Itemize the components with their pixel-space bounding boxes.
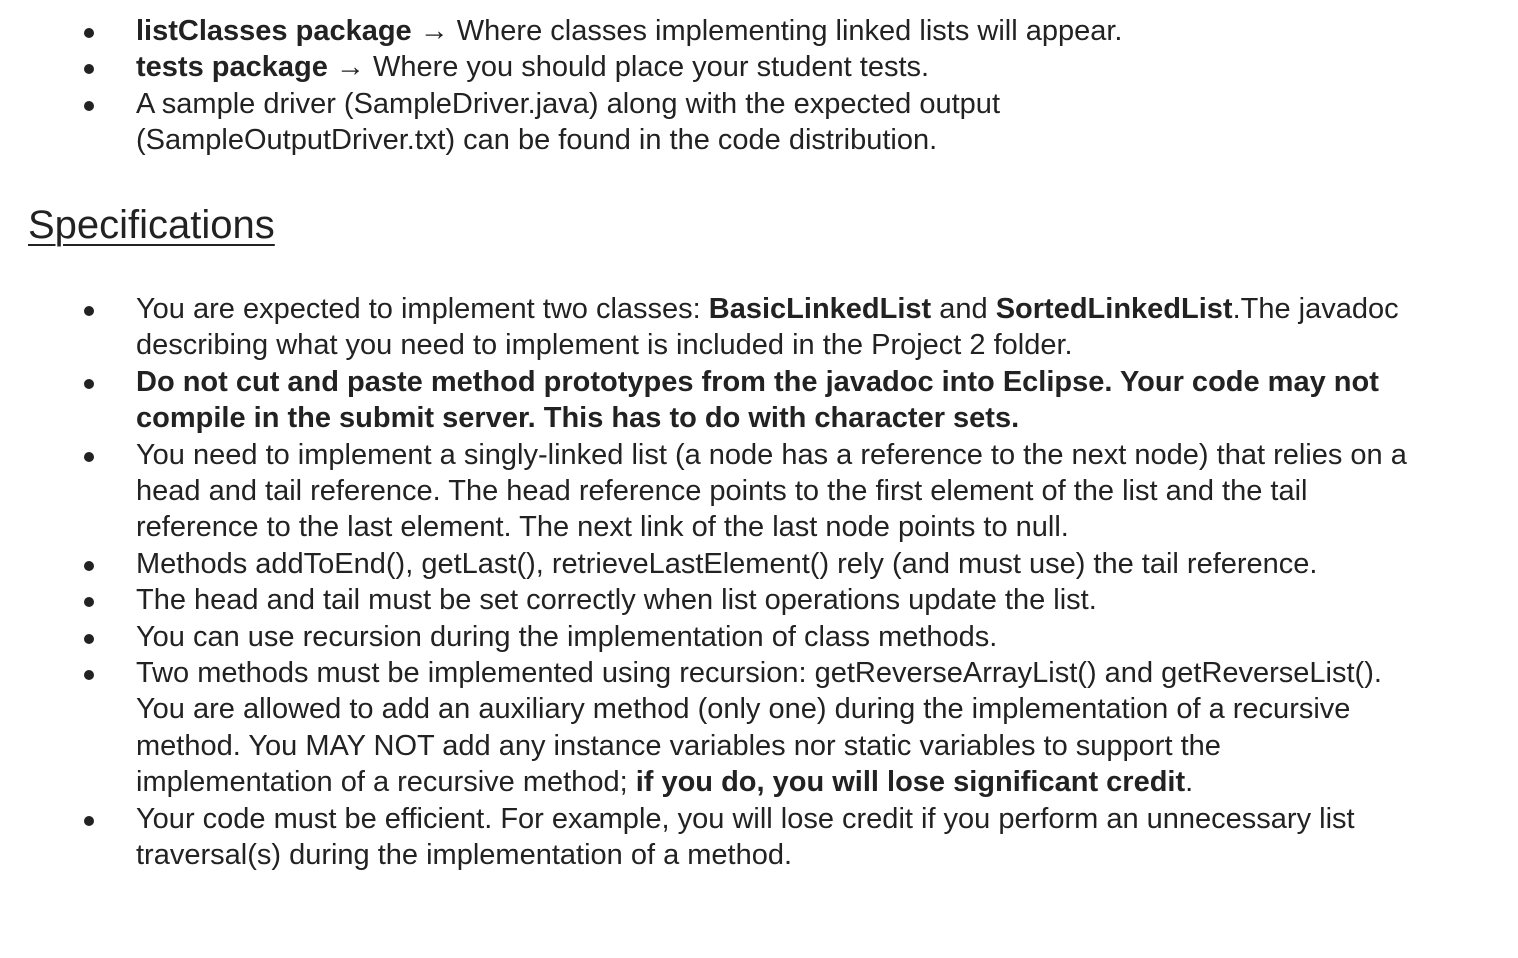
specifications-list [0,291,1518,874]
bullet-icon [84,28,94,38]
bullet-icon [84,306,94,316]
spec-text: You need to implement a singly-linked list (a node has a reference to the next node) that relies on a head and tail reference. The head reference points to the first element of the list and the tail reference to the last element. The next link of the last node points to null. [136,438,1407,544]
package-list [0,13,1518,159]
section-heading: Specifications [28,203,275,247]
spec-text: Two methods must be implemented using recursion: getReverseArrayList() and getReverseList(). You are allowed to add an auxiliary method (only one) during the implementation of a recursive method. You MAY NOT add any instance variables nor static variables to support the implementation of a recursive method; [136,657,1382,799]
spec-item-no-paste [0,364,1518,437]
spec-item-tail-methods [0,546,1518,582]
spec-text: .The javadoc describing what you need to implement is included in the Project 2 folder. [136,293,1399,362]
list-item-tests [0,49,1518,85]
list-item-text: → Where you should place your student tests. [327,51,930,84]
bullet-icon [84,670,94,680]
list-item-text: A sample driver (SampleDriver.java) along with the expected output (SampleOutputDriver.txt) can be found in the code distribution. [136,87,1000,157]
spec-bold: BasicLinkedList [708,293,932,325]
list-item-bold: listClasses package [136,15,412,47]
bullet-icon [84,816,94,826]
spec-bold: Do not cut and paste method prototypes from the javadoc into Eclipse. Your code may not compile in the submit server. This has to do with character sets. [136,365,1379,435]
list-item-bold: tests package [136,51,328,84]
spec-bold: if you do, you will lose significant credit [635,766,1186,799]
bullet-icon [84,561,94,571]
list-item-sample-driver [0,86,1518,159]
spec-text: Your code must be efficient. For example, you will lose credit if you perform an unnecessary list traversal(s) during the implementation of a method. [136,802,1355,872]
spec-item-head-tail [0,582,1518,618]
spec-item-singly-linked [0,437,1518,546]
list-item-listclasses [0,13,1518,49]
bullet-icon [84,101,94,111]
spec-text: You can use recursion during the implementation of class methods. [136,620,998,653]
spec-text: Methods addToEnd(), getLast(), retrieveLastElement() rely (and must use) the tail reference. [136,547,1318,580]
spec-text: The head and tail must be set correctly when list operations update the list. [136,584,1097,617]
spec-text: and [931,293,996,325]
spec-item-efficiency [0,801,1518,874]
bullet-icon [84,634,94,644]
spec-bold: SortedLinkedList [995,293,1233,325]
spec-item-classes [0,291,1518,364]
bullet-icon [84,452,94,462]
list-item-text: → Where classes implementing linked lists will appear. [411,15,1123,47]
spec-item-recursion-required [0,655,1518,801]
bullet-icon [84,597,94,607]
bullet-icon [84,64,94,74]
spec-item-recursion-allowed [0,619,1518,655]
spec-text: . [1185,766,1194,799]
bullet-icon [84,379,94,389]
spec-text: You are expected to implement two classes: [136,293,709,325]
